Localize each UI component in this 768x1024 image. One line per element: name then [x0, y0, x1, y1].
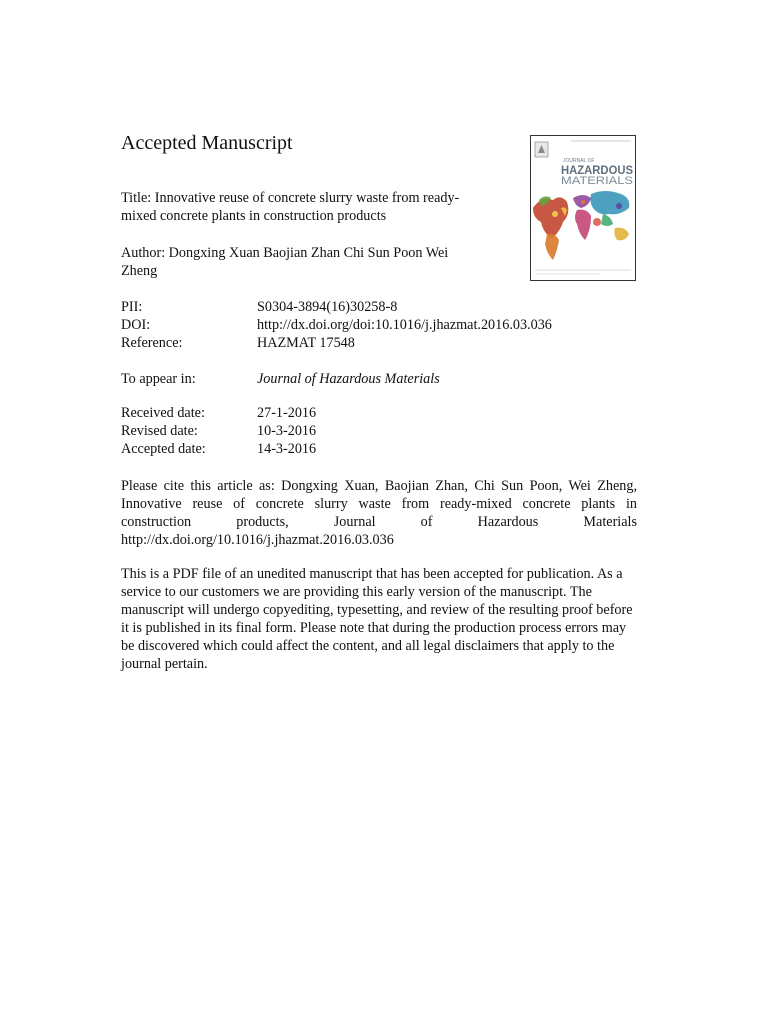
revised-label: Revised date: — [121, 423, 198, 439]
cover-journal-word2: MATERIALS — [561, 175, 633, 187]
notice-paragraph: This is a PDF file of an unedited manuscript that has been accepted for publication. As a service to our customers we are providing this early version of the manuscript. The manuscript will undergo copyediting, typesetting, and review of the resulting proof before it is published in its final form. Please note that during the production process errors may be discovered which could affect the content, and all legal disclaimers that apply to the journal pertain. — [121, 566, 633, 672]
world-map-illustration — [533, 191, 629, 260]
appear-label: To appear in: — [121, 371, 196, 387]
received-label: Received date: — [121, 405, 205, 421]
journal-cover-image — [530, 135, 636, 281]
reference-value: HAZMAT 17548 — [257, 335, 355, 351]
accepted-label: Accepted date: — [121, 441, 206, 457]
journal-name: Journal of Hazardous Materials — [257, 371, 440, 387]
article-authors: Author: Dongxing Xuan Baojian Zhan Chi Sun Poon Wei Zheng — [121, 245, 449, 279]
revised-value: 10-3-2016 — [257, 423, 317, 439]
page-title: Accepted Manuscript — [121, 132, 293, 154]
received-value: 27-1-2016 — [257, 405, 317, 421]
journal-cover-art — [531, 136, 635, 280]
pii-label: PII: — [121, 299, 143, 315]
accepted-value: 14-3-2016 — [257, 441, 317, 457]
cover-journal-word1: HAZARDOUS — [561, 163, 633, 177]
cover-journal-prefix: JOURNAL OF — [563, 158, 595, 164]
pii-value: S0304-3894(16)30258-8 — [257, 299, 398, 315]
reference-label: Reference: — [121, 335, 183, 351]
article-title: Title: Innovative reuse of concrete slurry waste from ready-mixed concrete plants in construction products — [121, 190, 460, 224]
doi-link[interactable]: http://dx.doi.org/doi:10.1016/j.jhazmat.2016.03.036 — [257, 317, 552, 333]
citation-paragraph: Please cite this article as: Dongxing Xuan, Baojian Zhan, Chi Sun Poon, Wei Zheng, Innovative reuse of concrete slurry waste from ready-mixed concrete plants in construction products, Journal of Hazardous Materials http://dx.doi.org/10.1016/j.jhazmat.2016.03.036 — [121, 478, 637, 548]
doi-label: DOI: — [121, 317, 151, 333]
